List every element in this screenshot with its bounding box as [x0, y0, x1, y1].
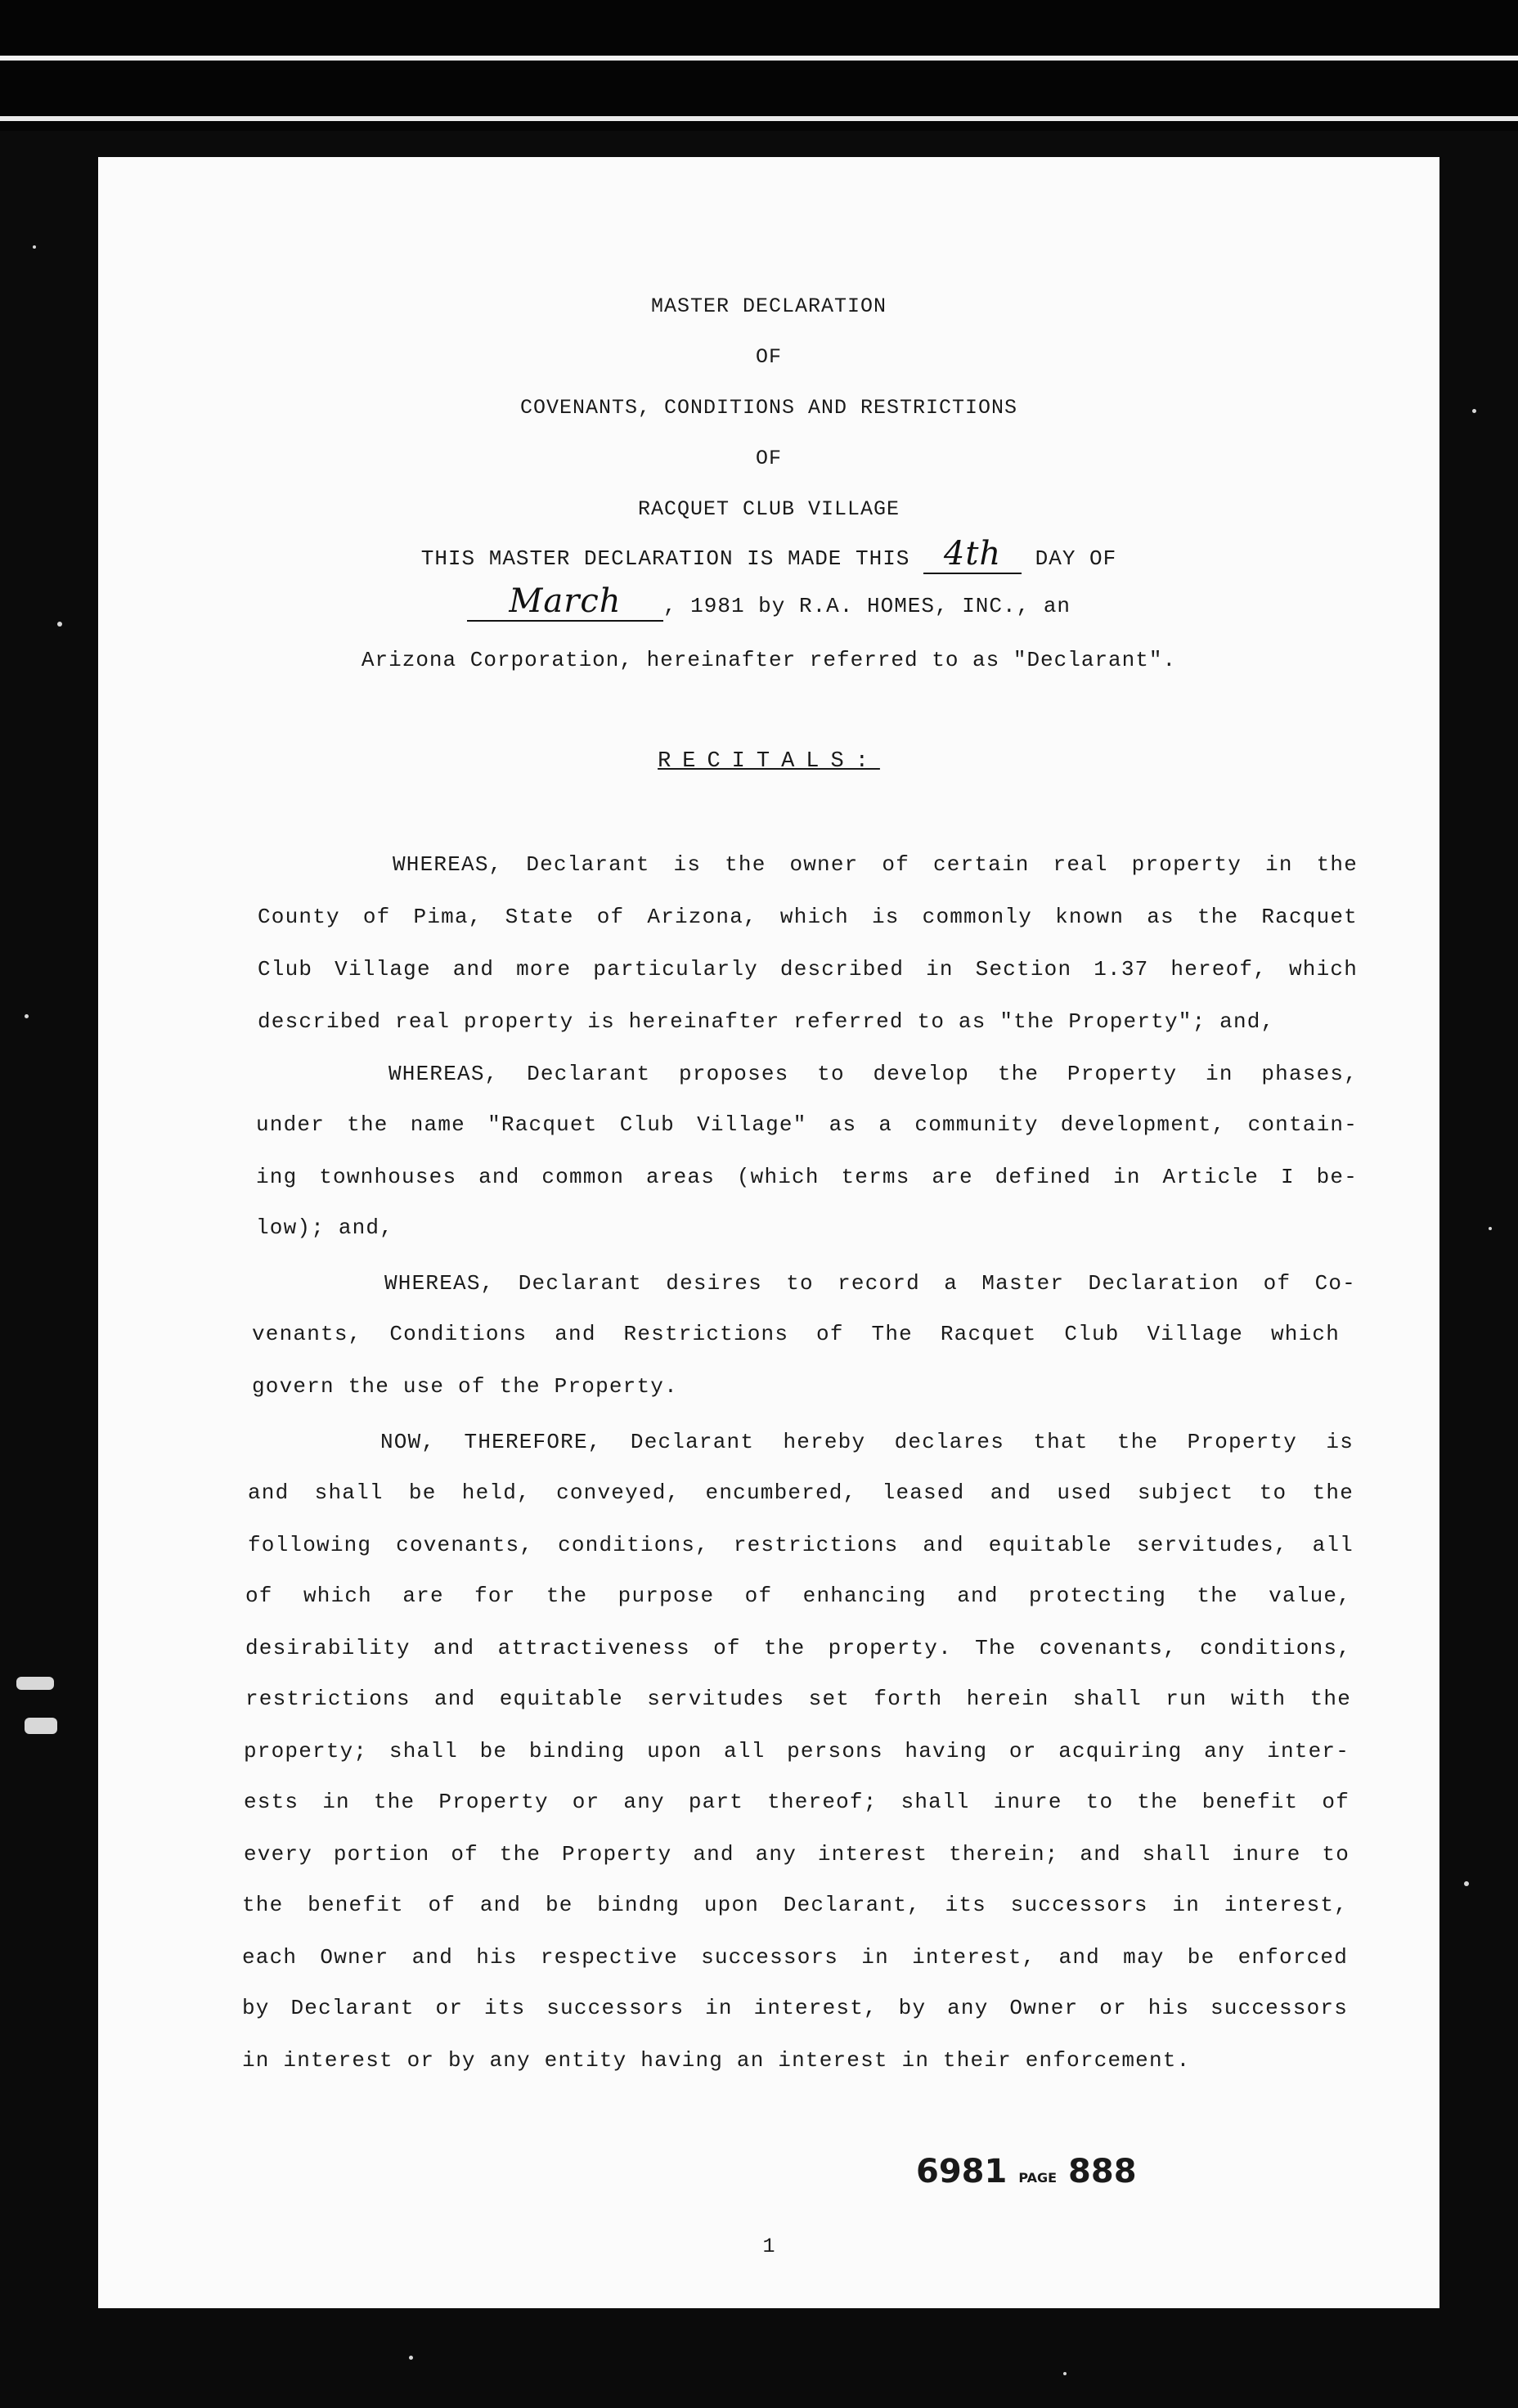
scan-speck: [25, 1014, 29, 1018]
title-line: OF: [755, 345, 782, 369]
body-line: and shall be held, conveyed, encumbered, leased and used subject to the: [248, 1480, 1354, 1505]
body-line: property; shall be binding upon all persons having or acquiring any inter-: [244, 1739, 1350, 1763]
title-line: MASTER DECLARATION: [650, 294, 887, 318]
book-page-label: PAGE: [1018, 2170, 1058, 2186]
book-number: 6981: [916, 2153, 1008, 2190]
body-line: govern the use of the Property.: [252, 1374, 678, 1399]
title-line: COVENANTS, CONDITIONS AND RESTRICTIONS: [519, 396, 1018, 420]
body-line: of which are for the purpose of enhancing and protecting the value,: [245, 1584, 1351, 1608]
body-line: County of Pima, State of Arizona, which is commonly known as the Racquet: [258, 905, 1358, 929]
book-page-number: 888: [1068, 2153, 1137, 2190]
title-line: RACQUET CLUB VILLAGE: [637, 497, 900, 521]
recitals-heading: RECITALS:: [658, 749, 880, 774]
intro-text: THIS MASTER DECLARATION IS MADE THIS: [420, 546, 910, 571]
body-line: every portion of the Property and any interest therein; and shall inure to: [244, 1842, 1350, 1867]
intro-line-1: [98, 535, 1439, 574]
scan-speck: [33, 245, 36, 249]
body-line: low); and,: [256, 1215, 394, 1240]
body-line: Club Village and more particularly described in Section 1.37 hereof, which: [258, 957, 1358, 982]
body-line: NOW, THEREFORE, Declarant hereby declares that the Property is: [380, 1430, 1354, 1454]
scan-speck: [409, 2356, 413, 2360]
body-line: by Declarant or its successors in interest, by any Owner or his successors: [242, 1996, 1348, 2020]
body-line: WHEREAS, Declarant proposes to develop the Property in phases,: [388, 1062, 1358, 1086]
body-line: ing townhouses and common areas (which terms are defined in Article I be-: [256, 1165, 1358, 1189]
intro-line-2: [98, 582, 1439, 622]
body-line: desirability and attractiveness of the property. The covenants, conditions,: [245, 1636, 1351, 1660]
scan-edge-line: [0, 116, 1518, 121]
body-line: WHEREAS, Declarant is the owner of certain real property in the: [393, 852, 1358, 877]
body-line: the benefit of and be bindng upon Declarant, its successors in interest,: [242, 1893, 1348, 1917]
body-line: each Owner and his respective successors in interest, and may be enforced: [242, 1945, 1348, 1970]
body-line: in interest or by any entity having an interest in their enforcement.: [242, 2048, 1191, 2073]
document-page: [98, 157, 1439, 2308]
handwritten-month: March: [467, 582, 663, 622]
scan-speck: [1472, 409, 1476, 413]
scan-speck: [1063, 2372, 1067, 2375]
page-number: 1: [762, 2235, 775, 2258]
book-page-stamp: [916, 2153, 1137, 2190]
handwritten-day: 4th: [923, 535, 1022, 574]
scan-top-border: [0, 0, 1518, 131]
body-line: ests in the Property or any part thereof; shall inure to the benefit of: [244, 1790, 1350, 1814]
scan-speck: [16, 1677, 54, 1690]
title-line: OF: [755, 447, 782, 470]
scan-speck: [1489, 1227, 1492, 1230]
intro-text: , 1981 by R.A. HOMES, INC., an: [662, 594, 1071, 618]
scan-speck: [25, 1718, 57, 1734]
body-line: described real property is hereinafter referred to as "the Property"; and,: [258, 1009, 1275, 1034]
scan-speck: [1464, 1881, 1469, 1886]
intro-line-3: Arizona Corporation, hereinafter referred to as "Declarant".: [361, 648, 1177, 672]
body-line: venants, Conditions and Restrictions of The Racquet Club Village which: [252, 1322, 1340, 1346]
body-line: under the name "Racquet Club Village" as a community development, contain-: [256, 1112, 1358, 1137]
intro-text: DAY OF: [1035, 546, 1117, 571]
scan-edge-line: [0, 56, 1518, 61]
scan-speck: [57, 622, 62, 627]
body-line: following covenants, conditions, restrictions and equitable servitudes, all: [248, 1533, 1354, 1557]
body-line: restrictions and equitable servitudes set forth herein shall run with the: [245, 1687, 1351, 1711]
body-line: WHEREAS, Declarant desires to record a Master Declaration of Co-: [384, 1271, 1356, 1296]
